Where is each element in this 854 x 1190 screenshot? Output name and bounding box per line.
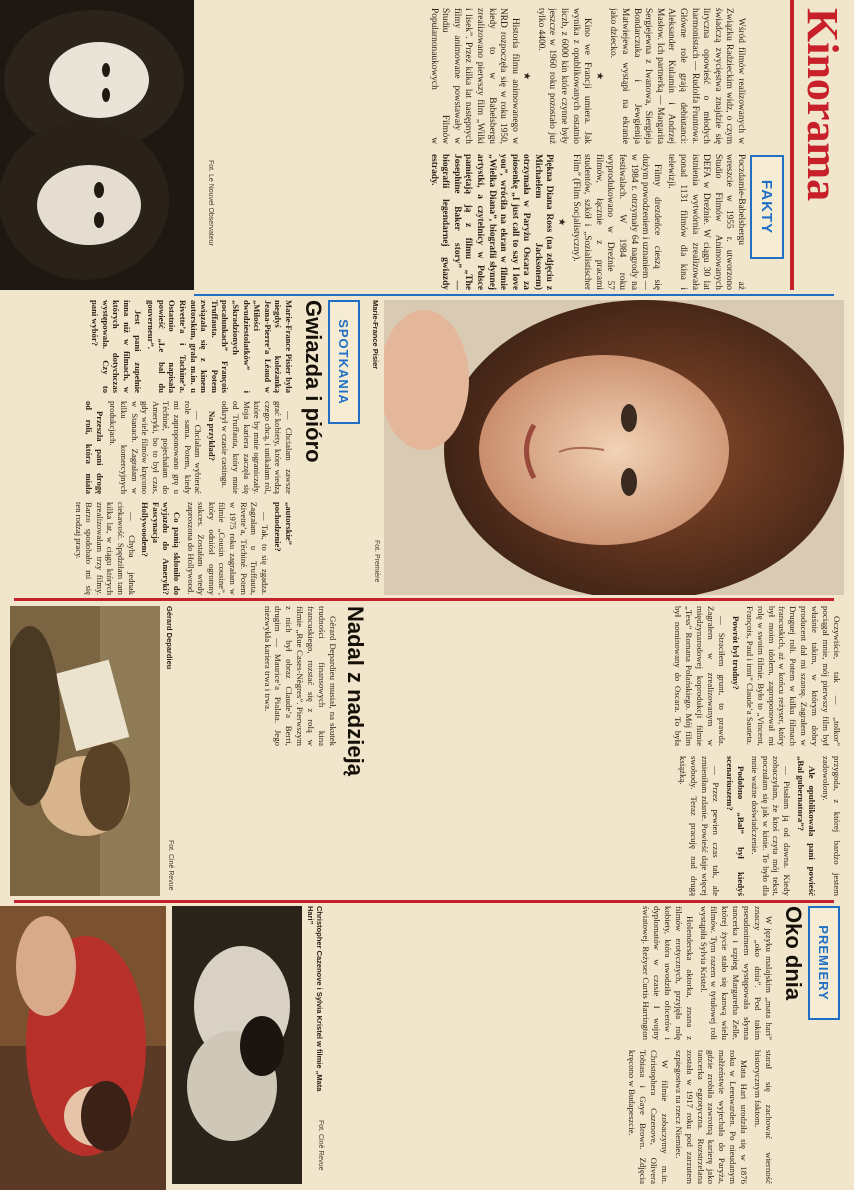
fakty-text-column bbox=[226, 8, 746, 290]
masthead-title: Kinorama bbox=[798, 8, 847, 202]
ludzie-intro-text bbox=[839, 1040, 840, 1184]
nadal-answer-1: — Straciłem grunt, to prawda. Zagrałem w zrealizowanym w międzynarodowej koprodukcji filmie „Tess” Romana Polańskiego. Mój film był nominowany do Oscara. To była przygoda, z której bardzo jestem zadowolony. bbox=[673, 606, 842, 896]
pisier-photo-caption: Marie-France Pisier bbox=[371, 300, 380, 370]
spotkania-text-columns bbox=[4, 300, 294, 595]
premiery-text bbox=[334, 906, 774, 1184]
nadal-question-2: Ale opublikowała pani powieść „Bal gubernatora”? bbox=[796, 756, 818, 896]
photo-mata-hari bbox=[172, 906, 302, 1184]
kristel-photo-illustration bbox=[0, 906, 166, 1190]
spotkania-question-2: Na przykład? bbox=[206, 411, 217, 461]
photo-gerard-depardieu bbox=[10, 606, 160, 896]
nadal-headline: Nadal z nadzieją bbox=[343, 606, 368, 776]
premiery-paragraph-3: Mata Hari urodziła się w 1876 roku w Leeuwarden. Po nieudanym małżeństwie wyjechała do Paryża, gdzie zrobiła zawrotną karierę jako tancerka egzotyczna. Rozstrzelana została w 1917 roku pod zarzutem szpiegostwa na rzecz Niemiec. bbox=[673, 1050, 750, 1184]
spotkania-question-3: Przeszła pani drogę od roli, która miała „autorskie” pochodzenie? bbox=[84, 401, 294, 552]
spotkania-question-1: Jest pani zupełnie inna niż w filmach, w których dotychczas występowała. Czy to pani wybór? bbox=[90, 300, 143, 393]
star-separator: ★ bbox=[593, 71, 604, 81]
depardieu-photo-credit: Fot. Ciné Revue bbox=[167, 840, 174, 891]
premiery-headline: Oko dnia bbox=[781, 906, 806, 1001]
photo-diana-ross-illustration bbox=[0, 0, 194, 290]
star-separator: ★ bbox=[556, 217, 567, 227]
photo-marie-france-pisier bbox=[384, 300, 844, 595]
mata-hari-photo-illustration bbox=[172, 906, 302, 1184]
nadal-text-top bbox=[372, 606, 842, 896]
photo-diana-ross bbox=[0, 0, 194, 290]
fakty-paragraph-3: Historia filmu animowanego w NRD rozpoczęła się w roku 1950, kiedy to w Babelsbergu zrealizowano pierwszy film „Wilki i lisek”. Przez kilka lat następnych filmy animowane powstawały w Studiu Filmów Popularnonaukowych w Poczdamie-Babelsbergu aż wreszcie w 1955 r. utworzono Studio Filmów Animowanych DEFA w Dreźnie. W ciągu 30 lat istnienia wytwórnia zrealizowała ponad 1131 filmów dla kina i telewizji. bbox=[428, 8, 746, 290]
nadal-paragraph-1: Oczywiście, tak — „tolkor” pociągał mnie, mój pierwszy film był właśnie takim, w którym dobry producent dał mi szansę. Zagrałem w Druguej roli. Potem w kilku filmach francuskich, aż w końcu reżyser, który był moim idolem, zaproponował mi rolę w swoim filmie. Było to „Vincent, François, Paul i inni” Claude’a Sauteta. bbox=[744, 606, 842, 746]
column-divider bbox=[194, 294, 834, 296]
portrait-illustration bbox=[384, 300, 844, 595]
fakty-paragraph-5: Piękna Diana Ross (na zdjęciu z Michaelem Jacksonem) otrzymała w Paryżu Oscara za piosenkę „I just call to say I love you”, wróciła na ekran w filmie „Wielka Diana”, biografii słynnej artystki, a czytelnicy w Polsce pamiętają ją z filmu „The Josephine Baker story” — biografii legendarnej gwiazdy estrady. bbox=[428, 154, 555, 290]
premiery-paragraph-2: Holenderska aktorka, znana z filmów erotycznych, przyjęła rolę kobiety, która uwodziła oficerów i dyplomatów w czasie I wojny światowej. Reżyser Curtis Harrington starał się zachować wierność historycznym faktom. bbox=[641, 906, 774, 1184]
column-divider-red-2 bbox=[14, 900, 834, 903]
mata-hari-photo-credit: Fot. Ciné Revue bbox=[317, 1120, 324, 1171]
fakty-photo-credit: Fot. Le Nouvel Observateur bbox=[207, 160, 214, 246]
nadal-paragraph-2: Gérard Depardieu musiał, na skutek trudności finansowych kina francuskiego, rozstać się z rolą w filmie „Rue Cases-Nègres”. Pierwszym z nich był obraz Claude’a Berri, drugim — Maurice’a Pialata. Jego niezwykła kariera trwa i trwa. bbox=[262, 606, 338, 746]
fakty-paragraph-4: Filmy drezdeńce cieszą się dużym powodzeniem i uznaniem — w 1984 r. otrzymały 64 nagrody na festiwalach. W 1984 roku wyprodukowano w Dreźnie 57 filmów, łącznie z pracami studentów, szkół i „Sozialistischer Film” (Film Socjalistyczny). bbox=[570, 154, 662, 290]
nadal-answer-3: — Przez pewien czas tak, ale zmieniłam zdanie. Powieść daje więcej swobody. Teraz pracuję nad drugą książką. bbox=[678, 756, 721, 896]
column-divider-red bbox=[14, 598, 834, 601]
spotkania-lead: Marie-France Pisier była niegdyś koleżanką Jeana-Pierre’a Léaud w „Miłości dwudziestolatków” i „Skradzionych pocałunkach” François Truffauta. Potem związała się z kinem autorskim, grała m.in. u Rivette’a i Tachine’a. Ostatnio napisała powieść „Le bal du gouverneur”. bbox=[146, 300, 294, 393]
spotkania-answer-2: — Chciałam wybierać role sama. Potem, kiedy mi zaproponowano grę u Téchiné, pojechałam do Ameryki, bo to był czas, gdy wiele filmów kręcono w Stanach. Zagrałam w kilku komercyjnych produkcjach. bbox=[108, 401, 204, 494]
premiery-paragraph-4: W filmie zobaczymy m.in. Christophera Cazenove, Olivera Tobiasa i Gaye Brown. Zdjęcia kręcono w Budapeszcie. bbox=[627, 1050, 670, 1184]
spotkania-answer-4: — Chyba jednak ciekawość. Spędziłam tam kilka lat, w ciągu których zrealizowałam trzy filmy. Barzo spodobało mi się ten rodzaj pracy. bbox=[73, 502, 137, 595]
nadal-question-3: Podobno „Bal” był kiedyś scenariuszem? bbox=[724, 756, 746, 896]
mata-hari-photo-caption: Christopher Cazenove i Sylvia Kristel w filmie „Mata Hari” bbox=[306, 906, 324, 1092]
pisier-photo-credit: Fot. Première bbox=[373, 540, 380, 583]
section-label-fakty: FAKTY bbox=[750, 155, 784, 259]
section-label-premiery: PREMIERY bbox=[808, 906, 840, 1020]
fakty-paragraph-2: Kino we Francji umiera. Jak wynika z opublikowanych ostatnio liczb, z 6000 kin które czynne były jeszcze w 1960 roku pozostało już tylko 4400. bbox=[535, 8, 593, 144]
spotkania-headline: Gwiazda i pióro bbox=[301, 300, 326, 463]
section-label-spotkania: SPOTKANIA bbox=[328, 300, 360, 424]
depardieu-photo-illustration bbox=[10, 606, 160, 896]
spotkania-answer-1: — Chciałam zawsze grać kobiety, które wiedzą czego chcą, i unikałam ról, które by mnie ograniczały. Moja kariera zaczęła się od Truffauta, który mnie odkrył w czasie castingu. bbox=[220, 401, 294, 494]
nadal-answer-2: — Pisałam ją od dawna. Kiedy zobaczyłam, że ktoś czyta mój tekst, poczułam się jak w kinie. To było dla mnie ważne doświadczenie. bbox=[749, 756, 793, 896]
spotkania-answer-3: — Tak, to się zgadza. Zagrałam u Truffauta, Rivette’a, Téchiné. Potem w 1975 roku zagrałam w filmie „Cousin cousine”, który odniósł ogromny sukces. Zostałam wtedy zaproszona do Hollywood. bbox=[185, 502, 270, 595]
nadal-text-bottom bbox=[188, 606, 338, 746]
star-separator: ★ bbox=[521, 71, 532, 81]
nadal-question-1: Powrót byl trudny? bbox=[730, 616, 741, 690]
depardieu-photo-caption: Gérard Depardieu bbox=[165, 606, 174, 670]
spotkania-question-4: Co panią skłoniło do wyjazdu do Ameryki? Fascynacja Hollywoodem? bbox=[140, 502, 183, 595]
premiery-paragraph-1: W języku malajskim „mata hari” znaczy „oko dnia”. Pod takim pseudonimem występowała słynna tancerka i szpieg Margaretha Zelle, której życie stało się kanwą wielu filmów. Tym razem w tytułowej roli wystąpiła Sylvia Kristel. bbox=[698, 906, 774, 1040]
photo-sylvia-kristel-painting bbox=[0, 906, 166, 1190]
masthead-red-rule-top bbox=[790, 0, 794, 290]
fakty-paragraph-1: Wśród filmów realizowanych w Związku Radzieckim widz, o czym świadczą zwycięstwa znajdzie się liryczna opowieść o młodych harmonistach — Rudolfa Fruntowa. Główne role grają debiutanci: Aleksander Kulamin i Andrzej Masłow. Ich partnerką — Margarita Sergiejewna z Iwanowa, Siergieja Bondarczuka i Jewgienija Matwiejewa wystąpi na ekranie jako dziecko. bbox=[608, 8, 746, 144]
